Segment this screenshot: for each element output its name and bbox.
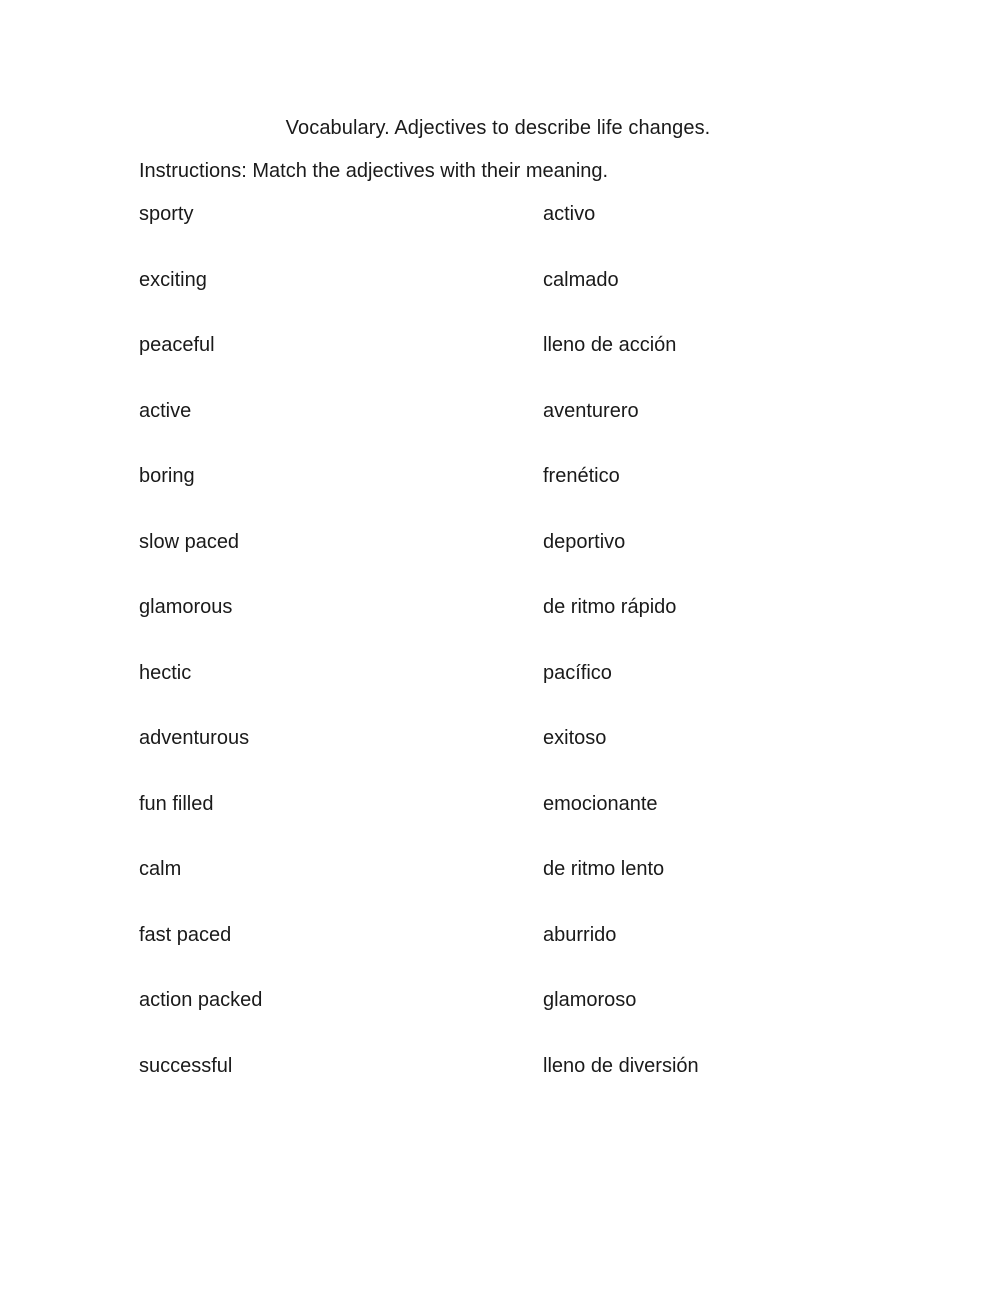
spanish-meaning: aburrido <box>543 923 617 946</box>
english-adjective: fun filled <box>139 792 214 815</box>
english-adjective: fast paced <box>139 923 232 946</box>
matching-row <box>139 266 899 332</box>
spanish-meaning: glamoroso <box>543 989 637 1011</box>
instructions-text: Instructions: Match the adjectives with their meaning. <box>139 160 609 182</box>
spanish-meaning: pacífico <box>543 661 612 684</box>
english-adjective: adventurous <box>139 727 250 749</box>
english-adjective: hectic <box>139 661 192 684</box>
english-adjective: slow paced <box>139 530 240 553</box>
spanish-meaning: lleno de acción <box>543 334 677 356</box>
matching-row <box>139 200 899 266</box>
english-adjective: glamorous <box>139 596 233 618</box>
spanish-meaning: de ritmo lento <box>543 858 665 880</box>
matching-row <box>139 397 899 463</box>
matching-row <box>139 855 899 921</box>
matching-row <box>139 462 899 528</box>
matching-row <box>139 659 899 725</box>
spanish-meaning: exitoso <box>543 727 607 749</box>
english-adjective: peaceful <box>139 334 215 356</box>
english-adjective: active <box>139 399 192 422</box>
spanish-meaning: aventurero <box>543 399 639 422</box>
matching-row <box>139 986 899 1052</box>
matching-row <box>139 331 899 397</box>
matching-list <box>139 200 899 1117</box>
english-adjective: successful <box>139 1054 233 1077</box>
english-adjective: sporty <box>139 203 194 225</box>
spanish-meaning: de ritmo rápido <box>543 596 677 618</box>
english-adjective: action packed <box>139 989 263 1011</box>
spanish-meaning: calmado <box>543 268 619 291</box>
spanish-meaning: lleno de diversión <box>543 1054 699 1077</box>
matching-row <box>139 921 899 987</box>
spanish-meaning: activo <box>543 203 596 225</box>
matching-row <box>139 790 899 856</box>
matching-row <box>139 1052 899 1118</box>
spanish-meaning: emocionante <box>543 792 658 815</box>
spanish-meaning: deportivo <box>543 530 626 553</box>
worksheet-title: Vocabulary. Adjectives to describe life changes. <box>285 117 711 139</box>
matching-row <box>139 724 899 790</box>
spanish-meaning: frenético <box>543 465 620 487</box>
english-adjective: calm <box>139 858 182 880</box>
english-adjective: boring <box>139 465 195 487</box>
english-adjective: exciting <box>139 268 207 291</box>
matching-row <box>139 528 899 594</box>
matching-row <box>139 593 899 659</box>
